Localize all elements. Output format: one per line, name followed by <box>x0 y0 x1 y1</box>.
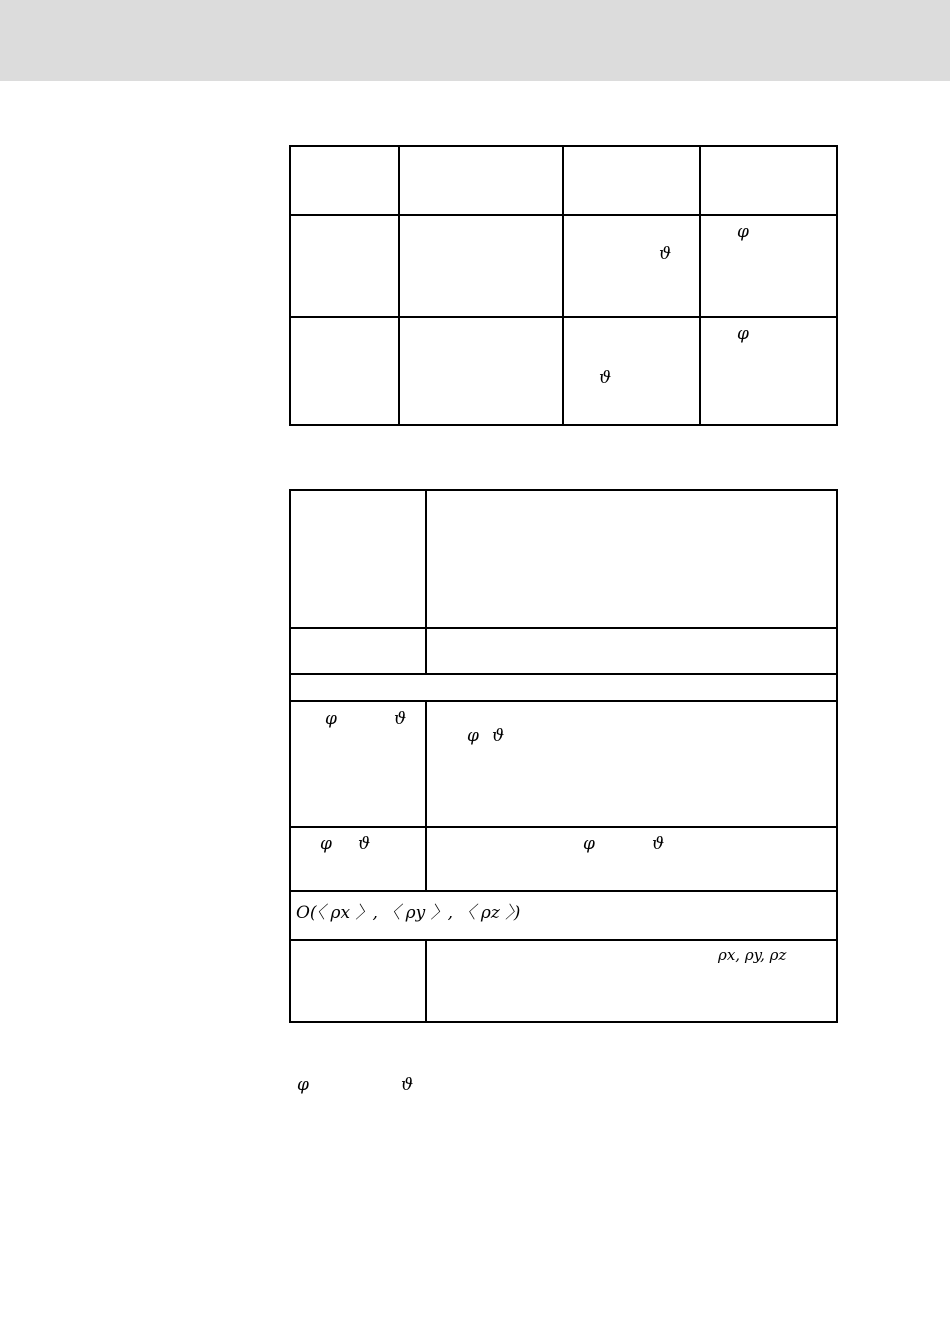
table-2-col-divider <box>425 700 427 892</box>
phi-symbol: φ <box>297 1075 309 1095</box>
theta-symbol: ϑ <box>492 726 505 746</box>
table-2-row-divider <box>289 700 838 702</box>
phi-symbol: φ <box>583 834 595 854</box>
theta-symbol: ϑ <box>599 368 612 388</box>
phi-symbol: φ <box>320 834 332 854</box>
theta-symbol: ϑ <box>652 834 665 854</box>
phi-symbol: φ <box>737 222 749 242</box>
theta-symbol: ϑ <box>358 834 371 854</box>
table-1-col-divider <box>398 145 400 426</box>
table-2-row-divider <box>289 673 838 675</box>
phi-symbol: φ <box>467 726 479 746</box>
table-1-col-divider <box>562 145 564 426</box>
table-2-col-divider <box>425 939 427 1023</box>
table-2-row-divider <box>289 826 838 828</box>
phi-symbol: φ <box>737 324 749 344</box>
rho-components: ρx, ρy, ρz <box>718 946 787 964</box>
page-header-band <box>0 0 950 81</box>
theta-symbol: ϑ <box>394 709 407 729</box>
orientation-expression: O(〈 ρx 〉, 〈 ρy 〉, 〈 ρz 〉) <box>296 903 521 923</box>
table-2-row-divider <box>289 890 838 892</box>
theta-symbol: ϑ <box>401 1075 414 1095</box>
table-2-frame <box>289 489 838 1023</box>
table-2-row-divider <box>289 939 838 941</box>
phi-symbol: φ <box>325 709 337 729</box>
table-1-col-divider <box>699 145 701 426</box>
table-2-col-divider <box>425 489 427 675</box>
table-2-row-divider <box>289 627 838 629</box>
theta-symbol: ϑ <box>659 244 672 264</box>
